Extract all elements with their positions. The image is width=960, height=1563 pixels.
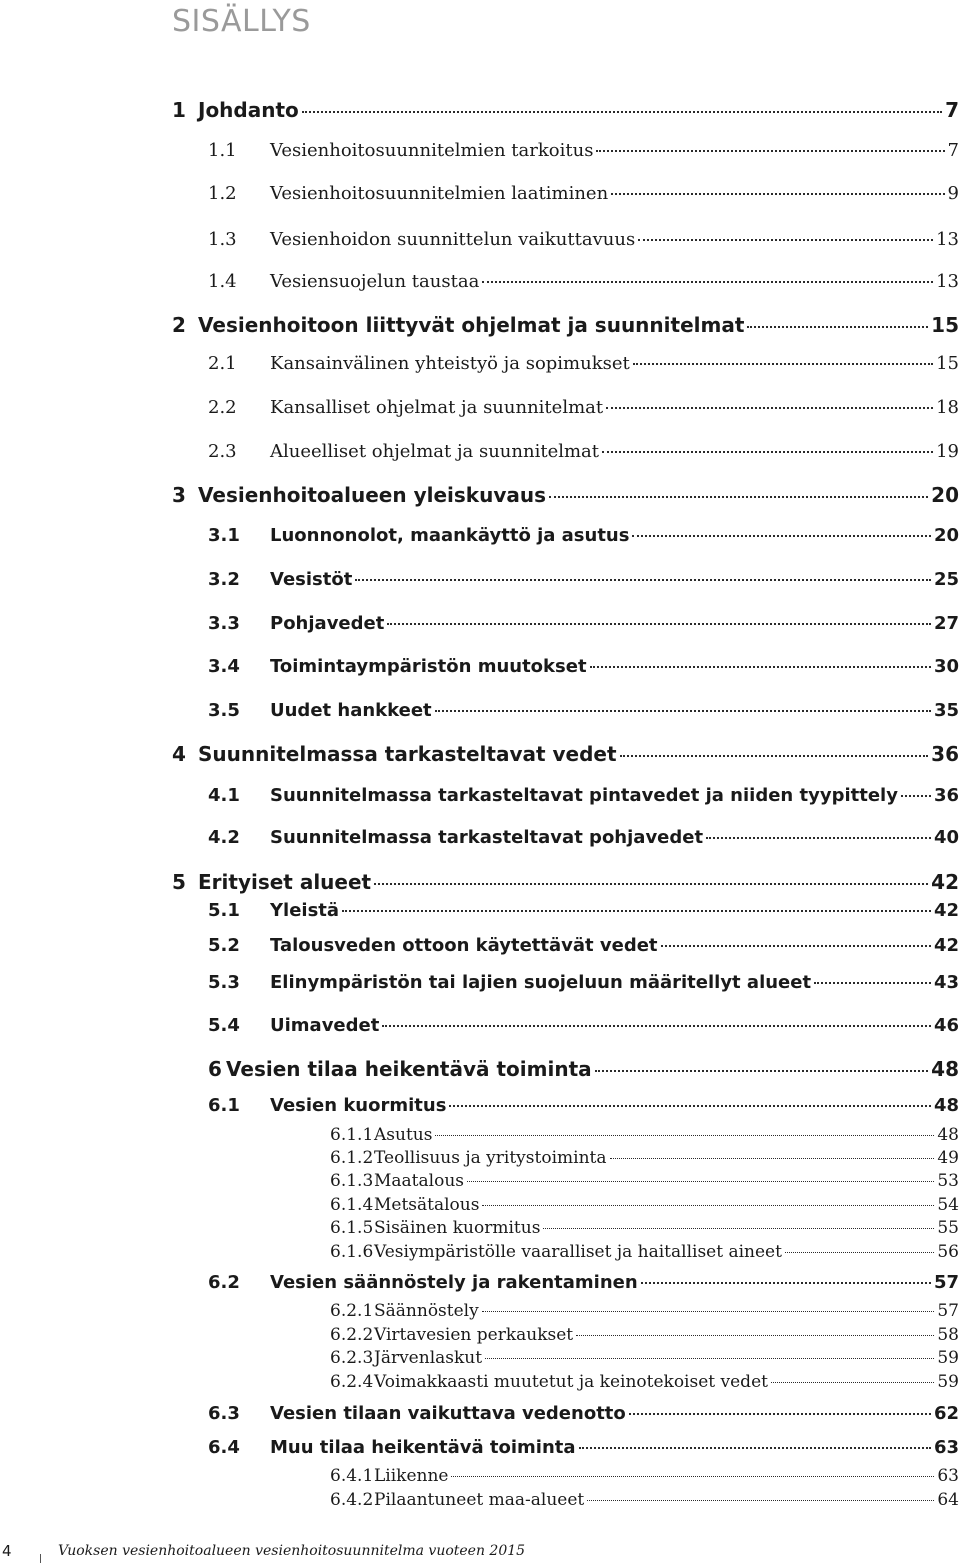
toc-entry-title: Vesienhoitoalueen yleiskuvaus xyxy=(198,482,546,507)
toc-entry[interactable] xyxy=(330,1171,959,1191)
toc-entry-number: 6.4.1 xyxy=(330,1466,374,1487)
toc-entry-page: 48 xyxy=(933,1094,959,1116)
toc-entry[interactable] xyxy=(208,656,959,678)
toc-entry-number: 2.3 xyxy=(208,440,237,462)
toc-entry-number: 6.1.6 xyxy=(330,1242,374,1263)
toc-entry[interactable] xyxy=(208,1057,959,1081)
toc-entry-number: 5 xyxy=(172,869,186,894)
toc-entry-page: 57 xyxy=(933,1271,959,1293)
toc-entry[interactable] xyxy=(208,1272,959,1294)
toc-entry-page: 36 xyxy=(931,741,959,766)
toc-entry-number: 6.2.3 xyxy=(330,1348,374,1369)
toc-entry-title: Vesien tilaa heikentävä toiminta xyxy=(226,1056,592,1081)
toc-dot-leader xyxy=(374,883,928,885)
toc-entry-number: 3.2 xyxy=(208,568,240,590)
footer-text: Vuoksen vesienhoitoalueen vesienhoitosuunnitelma vuoteen 2015 xyxy=(58,1543,526,1559)
toc-entry[interactable] xyxy=(330,1218,959,1238)
toc-entry-title: Suunnitelmassa tarkasteltavat pohjavedet xyxy=(270,826,704,848)
toc-dot-leader xyxy=(543,1228,934,1229)
toc-dot-leader xyxy=(901,795,931,797)
toc-entry-page: 49 xyxy=(937,1148,959,1169)
toc-entry-title: Talousveden ottoon käytettävät vedet xyxy=(270,934,658,956)
toc-entry-title: Pohjavedet xyxy=(270,612,385,634)
toc-entry-title: Voimakkaasti muutetut ja keinotekoiset vedet xyxy=(374,1372,768,1393)
toc-entry-number: 6.1.4 xyxy=(330,1195,374,1216)
toc-entry-title: Vesienhoitosuunnitelmien tarkoitus xyxy=(270,139,594,161)
toc-entry-page: 57 xyxy=(937,1301,959,1322)
toc-entry-page: 59 xyxy=(937,1372,959,1393)
toc-entry-number: 6 xyxy=(208,1056,222,1081)
toc-entry-number: 5.1 xyxy=(208,899,240,921)
toc-entry-title: Teollisuus ja yritystoiminta xyxy=(374,1148,607,1169)
toc-dot-leader xyxy=(632,535,930,537)
toc-entry-number: 1 xyxy=(172,97,186,122)
toc-entry-page: 7 xyxy=(947,139,959,161)
toc-entry[interactable] xyxy=(172,98,959,122)
toc-dot-leader xyxy=(451,1476,934,1477)
toc-entry-title: Suunnitelmassa tarkasteltavat vedet xyxy=(198,741,617,766)
toc-entry-number: 5.2 xyxy=(208,934,240,956)
toc-entry[interactable] xyxy=(330,1195,959,1215)
footer-rule xyxy=(40,1554,41,1563)
toc-entry-page: 20 xyxy=(933,524,959,546)
toc-entry-title: Pilaantuneet maa-alueet xyxy=(374,1490,585,1511)
toc-entry-page: 19 xyxy=(936,440,959,462)
toc-entry-page: 7 xyxy=(945,97,959,122)
toc-entry[interactable] xyxy=(172,870,959,894)
toc-dot-leader xyxy=(747,326,928,328)
toc-entry-page: 35 xyxy=(933,699,959,721)
toc-entry-page: 15 xyxy=(931,312,959,337)
toc-entry[interactable] xyxy=(208,353,959,375)
toc-entry-page: 63 xyxy=(937,1466,959,1487)
toc-entry-title: Toimintaympäristön muutokset xyxy=(270,655,587,677)
toc-entry-page: 63 xyxy=(933,1436,959,1458)
toc-entry-number: 2 xyxy=(172,312,186,337)
toc-dot-leader xyxy=(387,623,931,625)
toc-dot-leader xyxy=(449,1105,931,1107)
toc-entry-title: Uudet hankkeet xyxy=(270,699,432,721)
toc-dot-leader xyxy=(482,1205,934,1206)
toc-entry[interactable] xyxy=(330,1148,959,1168)
toc-entry-page: 42 xyxy=(931,869,959,894)
toc-entry-page: 13 xyxy=(936,270,959,292)
toc-entry-title: Elinympäristön tai lajien suojeluun määritellyt alueet xyxy=(270,971,812,993)
toc-entry-title: Suunnitelmassa tarkasteltavat pintavedet ja niiden tyypittely xyxy=(270,784,898,806)
toc-dot-leader xyxy=(595,1070,929,1072)
toc-entry-number: 6.1 xyxy=(208,1094,240,1116)
toc-entry-page: 36 xyxy=(933,784,959,806)
toc-entry[interactable] xyxy=(208,183,959,205)
toc-entry-title: Maatalous xyxy=(374,1171,464,1192)
toc-entry[interactable] xyxy=(330,1466,959,1486)
toc-dot-leader xyxy=(435,1135,934,1136)
toc-entry-title: Luonnonolot, maankäyttö ja asutus xyxy=(270,524,630,546)
toc-entry-number: 3.5 xyxy=(208,699,240,721)
toc-entry-title: Kansainvälinen yhteistyö ja sopimukset xyxy=(270,352,630,374)
toc-entry-number: 1.2 xyxy=(208,182,237,204)
toc-entry-number: 6.2.1 xyxy=(330,1301,374,1322)
toc-entry-number: 3.1 xyxy=(208,524,240,546)
toc-entry-page: 56 xyxy=(937,1242,959,1263)
toc-entry-number: 6.2.2 xyxy=(330,1325,374,1346)
toc-dot-leader xyxy=(638,239,933,241)
toc-dot-leader xyxy=(602,451,933,453)
toc-entry-page: 46 xyxy=(933,1014,959,1036)
toc-entry-title: Vesiensuojelun taustaa xyxy=(270,270,480,292)
toc-entry-page: 53 xyxy=(937,1171,959,1192)
toc-dot-leader xyxy=(355,579,931,581)
toc-entry[interactable] xyxy=(172,313,959,337)
toc-dot-leader xyxy=(610,1158,935,1159)
toc-entry[interactable] xyxy=(208,397,959,419)
toc-entry[interactable] xyxy=(208,271,959,293)
toc-dot-leader xyxy=(661,945,931,947)
toc-entry[interactable] xyxy=(330,1372,959,1392)
toc-entry-number: 6.1.2 xyxy=(330,1148,374,1169)
toc-dot-leader xyxy=(611,193,944,195)
toc-entry-page: 13 xyxy=(936,228,959,250)
toc-entry[interactable] xyxy=(208,441,959,463)
toc-entry[interactable] xyxy=(208,827,959,849)
toc-dot-leader xyxy=(785,1252,934,1253)
toc-entry-page: 55 xyxy=(937,1218,959,1239)
toc-entry-number: 6.4 xyxy=(208,1436,240,1458)
toc-entry-title: Vesien tilaan vaikuttava vedenotto xyxy=(270,1402,626,1424)
toc-dot-leader xyxy=(579,1447,931,1449)
toc-entry-title: Sisäinen kuormitus xyxy=(374,1218,541,1239)
toc-dot-leader xyxy=(302,111,942,113)
toc-dot-leader xyxy=(633,363,933,365)
toc-entry-number: 1.3 xyxy=(208,228,237,250)
toc-entry[interactable] xyxy=(330,1490,959,1510)
toc-entry-page: 25 xyxy=(933,568,959,590)
toc-dot-leader xyxy=(629,1413,931,1415)
toc-entry-title: Kansalliset ohjelmat ja suunnitelmat xyxy=(270,396,604,418)
toc-entry[interactable] xyxy=(330,1125,959,1145)
toc-entry[interactable] xyxy=(208,229,959,251)
toc-dot-leader xyxy=(467,1181,934,1182)
toc-entry-page: 40 xyxy=(933,826,959,848)
toc-entry-title: Johdanto xyxy=(198,97,299,122)
toc-dot-leader xyxy=(549,496,928,498)
toc-entry-title: Vesiympäristölle vaaralliset ja haitalliset aineet xyxy=(374,1242,782,1263)
toc-entry[interactable] xyxy=(208,613,959,635)
toc-entry[interactable] xyxy=(208,1403,959,1425)
toc-entry-number: 4 xyxy=(172,741,186,766)
toc-entry-page: 58 xyxy=(937,1325,959,1346)
toc-entry-page: 30 xyxy=(933,655,959,677)
toc-entry-number: 4.2 xyxy=(208,826,240,848)
toc-dot-leader xyxy=(587,1500,934,1501)
toc-entry-number: 6.3 xyxy=(208,1402,240,1424)
toc-entry[interactable] xyxy=(172,483,959,507)
toc-entry-page: 42 xyxy=(933,899,959,921)
toc-entry-number: 6.1.3 xyxy=(330,1171,374,1192)
toc-entry[interactable] xyxy=(172,742,959,766)
toc-dot-leader xyxy=(576,1335,934,1336)
toc-entry[interactable] xyxy=(330,1348,959,1368)
toc-entry-title: Vesien säännöstely ja rakentaminen xyxy=(270,1271,638,1293)
toc-entry-title: Virtavesien perkaukset xyxy=(374,1325,574,1346)
toc-entry[interactable] xyxy=(208,569,959,591)
toc-entry[interactable] xyxy=(208,525,959,547)
toc-entry-title: Erityiset alueet xyxy=(198,869,372,894)
toc-dot-leader xyxy=(596,150,944,152)
toc-dot-leader xyxy=(435,710,931,712)
toc-entry-page: 18 xyxy=(936,396,959,418)
toc-entry-title: Järvenlaskut xyxy=(374,1348,483,1369)
toc-entry[interactable] xyxy=(208,972,959,994)
toc-dot-leader xyxy=(482,1311,935,1312)
toc-entry-title: Vesienhoidon suunnittelun vaikuttavuus xyxy=(270,228,636,250)
toc-entry-number: 1.4 xyxy=(208,270,237,292)
toc-entry-page: 59 xyxy=(937,1348,959,1369)
toc-entry-number: 3.3 xyxy=(208,612,240,634)
toc-entry[interactable] xyxy=(208,1015,959,1037)
toc-entry[interactable] xyxy=(208,935,959,957)
toc-entry-number: 1.1 xyxy=(208,139,237,161)
toc-entry-title: Vesistöt xyxy=(270,568,353,590)
toc-entry-title: Muu tilaa heikentävä toiminta xyxy=(270,1436,576,1458)
toc-dot-leader xyxy=(606,407,933,409)
toc-dot-leader xyxy=(590,666,931,668)
toc-entry-number: 5.3 xyxy=(208,971,240,993)
toc-entry-title: Uimavedet xyxy=(270,1014,380,1036)
toc-entry-title: Vesienhoitosuunnitelmien laatiminen xyxy=(270,182,609,204)
toc-entry[interactable] xyxy=(330,1325,959,1345)
toc-entry-page: 48 xyxy=(931,1056,959,1081)
toc-dot-leader xyxy=(641,1282,931,1284)
toc-entry-number: 2.1 xyxy=(208,352,237,374)
toc-entry[interactable] xyxy=(208,1095,959,1117)
page-title: SISÄLLYS xyxy=(172,4,311,39)
toc-entry-number: 6.1.1 xyxy=(330,1125,374,1146)
toc-entry[interactable] xyxy=(208,700,959,722)
toc-entry-number: 3 xyxy=(172,482,186,507)
toc-entry-number: 6.2.4 xyxy=(330,1372,374,1393)
toc-entry-page: 48 xyxy=(937,1125,959,1146)
toc-entry[interactable] xyxy=(330,1242,959,1262)
toc-entry-title: Alueelliset ohjelmat ja suunnitelmat xyxy=(270,440,600,462)
toc-entry[interactable] xyxy=(208,900,959,922)
toc-entry-page: 62 xyxy=(933,1402,959,1424)
toc-entry-page: 9 xyxy=(947,182,959,204)
toc-dot-leader xyxy=(771,1382,934,1383)
toc-dot-leader xyxy=(382,1025,931,1027)
toc-entry-title: Säännöstely xyxy=(374,1301,479,1322)
toc-entry[interactable] xyxy=(330,1301,959,1321)
toc-entry-page: 43 xyxy=(933,971,959,993)
toc-entry-page: 54 xyxy=(937,1195,959,1216)
toc-entry[interactable] xyxy=(208,1437,959,1459)
toc-entry-number: 6.4.2 xyxy=(330,1490,374,1511)
toc-entry-title: Metsätalous xyxy=(374,1195,480,1216)
toc-entry-title: Yleistä xyxy=(270,899,340,921)
toc-dot-leader xyxy=(620,755,929,757)
toc-dot-leader xyxy=(342,910,931,912)
toc-entry-title: Asutus xyxy=(374,1125,433,1146)
toc-entry-page: 15 xyxy=(936,352,959,374)
toc-entry-number: 6.2 xyxy=(208,1271,240,1293)
toc-entry-title: Vesien kuormitus xyxy=(270,1094,447,1116)
toc-entry-page: 42 xyxy=(933,934,959,956)
footer-page-number: 4 xyxy=(2,1542,12,1560)
toc-entry-title: Liikenne xyxy=(374,1466,449,1487)
toc-entry-title: Vesienhoitoon liittyvät ohjelmat ja suunnitelmat xyxy=(198,312,745,337)
toc-entry-number: 4.1 xyxy=(208,784,240,806)
toc-entry-page: 20 xyxy=(931,482,959,507)
toc-dot-leader xyxy=(482,281,933,283)
toc-entry-page: 27 xyxy=(933,612,959,634)
toc-entry[interactable] xyxy=(208,785,959,807)
toc-dot-leader xyxy=(706,837,931,839)
toc-dot-leader xyxy=(485,1358,934,1359)
toc-entry-number: 3.4 xyxy=(208,655,240,677)
toc-entry-number: 6.1.5 xyxy=(330,1218,374,1239)
toc-entry-page: 64 xyxy=(937,1490,959,1511)
toc-dot-leader xyxy=(814,982,931,984)
toc-entry-number: 5.4 xyxy=(208,1014,240,1036)
toc-entry[interactable] xyxy=(208,140,959,162)
toc-entry-number: 2.2 xyxy=(208,396,237,418)
